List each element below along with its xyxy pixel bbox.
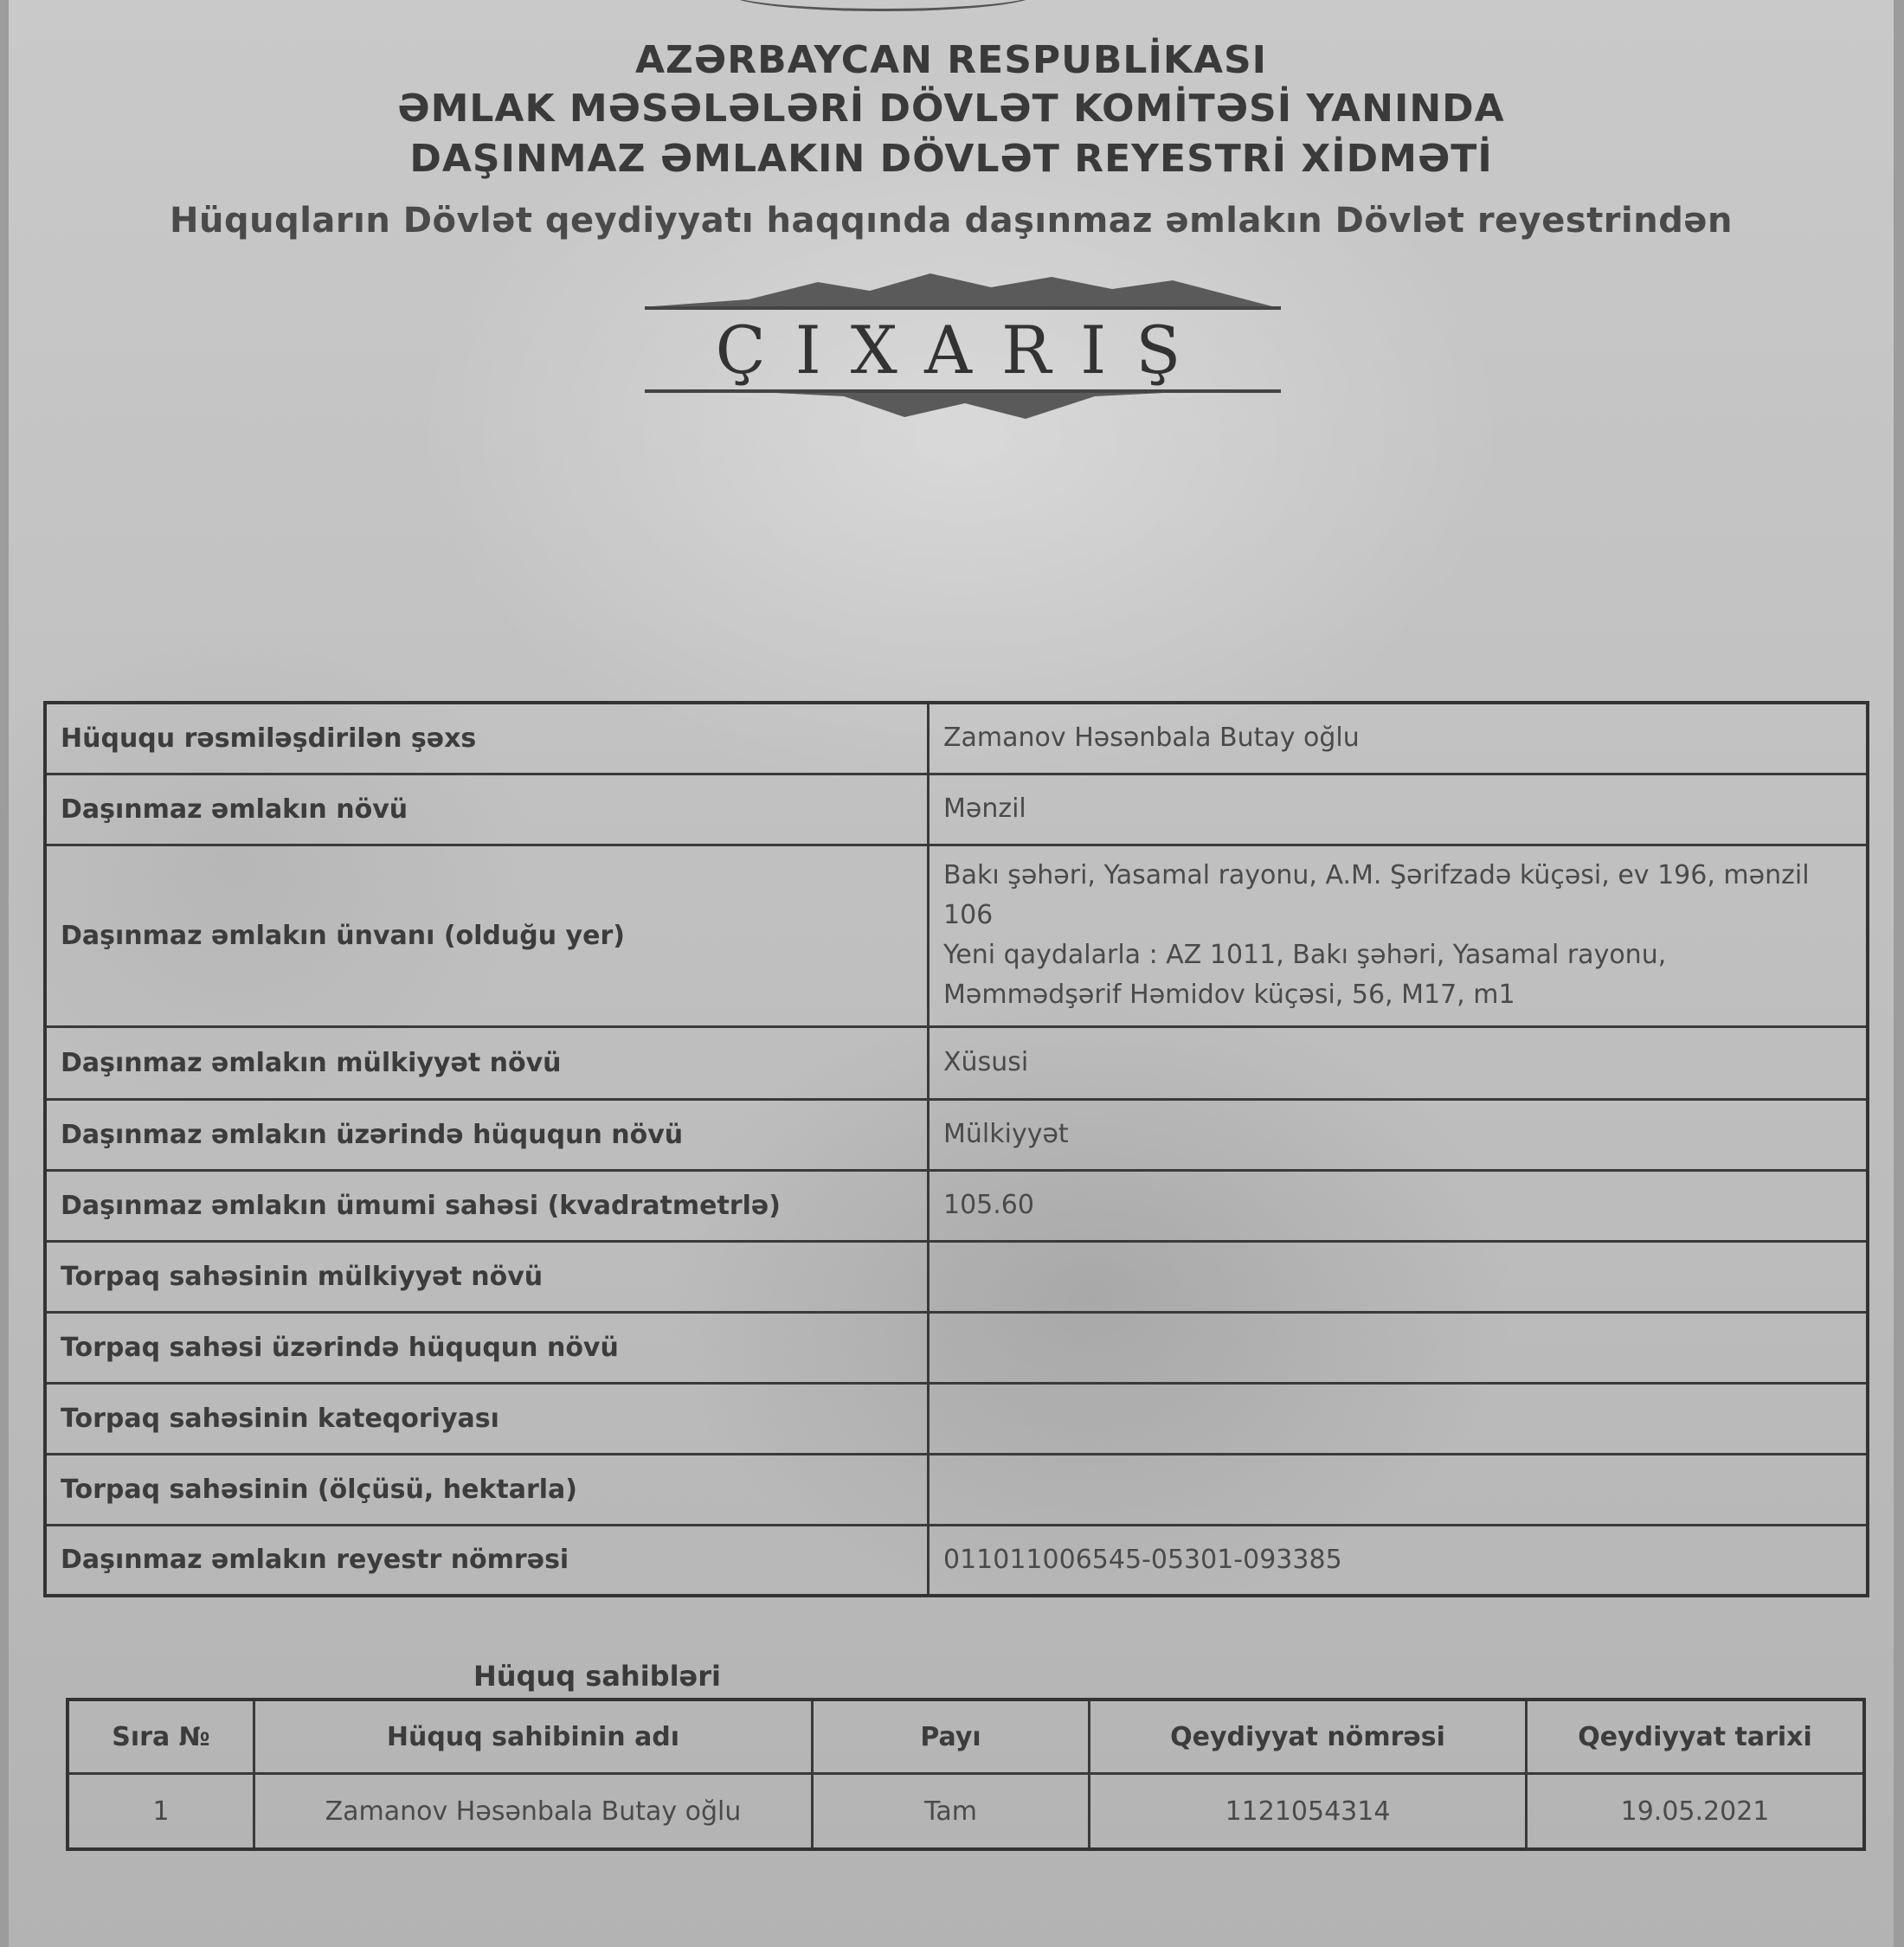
property-details-table <box>43 701 1869 1597</box>
table-row <box>45 845 1868 1026</box>
field-label: Torpaq sahəsinin kateqoriyası <box>45 1383 929 1454</box>
owner-share: Tam <box>813 1774 1090 1850</box>
field-label: Torpaq sahəsinin mülkiyyət növü <box>45 1241 929 1312</box>
table-row <box>45 1099 1868 1170</box>
owners-table <box>66 1698 1866 1851</box>
field-label: Torpaq sahəsinin (ölçüsü, hektarla) <box>45 1454 929 1525</box>
field-value: Zamanov Həsənbala Butay oğlu <box>929 703 1869 774</box>
field-label: Daşınmaz əmlakın ünvanı (olduğu yer) <box>45 845 929 1026</box>
owners-header-row <box>68 1700 1864 1774</box>
document-sheet <box>9 0 1894 1947</box>
field-label: Torpaq sahəsi üzərində hüququn növü <box>45 1312 929 1383</box>
field-value: Bakı şəhəri, Yasamal rayonu, A.M. Şərifzadə küçəsi, ev 196, mənzil 106 Yeni qaydalarla : AZ 1011, Bakı şəhəri, Yasamal rayonu, Məmmədşərif Həmidov küçəsi, 56, M17, m1 <box>929 845 1869 1026</box>
field-value <box>929 1383 1869 1454</box>
field-value <box>929 1454 1869 1525</box>
field-value: 105.60 <box>929 1170 1869 1241</box>
header-line-3: DAŞINMAZ ƏMLAKIN DÖVLƏT REYESTRİ XİDMƏTİ <box>409 137 1493 181</box>
header-line-2: ƏMLAK MƏSƏLƏLƏRİ DÖVLƏT KOMİTƏSİ YANINDA <box>397 87 1505 131</box>
owners-title: Hüquq sahibləri <box>473 1660 721 1693</box>
owner-order: 1 <box>68 1774 254 1850</box>
field-label: Daşınmaz əmlakın üzərində hüququn növü <box>45 1099 929 1170</box>
field-label: Daşınmaz əmlakın ümumi sahəsi (kvadratmetrlə) <box>45 1170 929 1241</box>
field-value: Mülkiyyət <box>929 1099 1869 1170</box>
document-subtitle: Hüquqların Dövlət qeydiyyatı haqqında daşınmaz əmlakın Dövlət reyestrindən <box>170 201 1733 241</box>
field-value <box>929 1241 1869 1312</box>
table-row <box>45 1525 1868 1596</box>
field-value: Xüsusi <box>929 1026 1869 1099</box>
field-label: Daşınmaz əmlakın növü <box>45 774 929 845</box>
field-label: Daşınmaz əmlakın mülkiyyət növü <box>45 1026 929 1099</box>
field-value: Mənzil <box>929 774 1869 845</box>
column-header-share: Payı <box>813 1700 1090 1774</box>
field-label: Daşınmaz əmlakın reyestr nömrəsi <box>45 1525 929 1596</box>
table-row <box>45 703 1868 774</box>
emblem-seal <box>727 0 1039 11</box>
table-row <box>45 1312 1868 1383</box>
table-row <box>45 774 1868 845</box>
column-header-owner-name: Hüquq sahibinin adı <box>254 1700 813 1774</box>
field-value: 011011006545-05301-093385 <box>929 1525 1869 1596</box>
column-header-order: Sıra № <box>68 1700 254 1774</box>
owner-name: Zamanov Həsənbala Butay oğlu <box>254 1774 813 1850</box>
table-row <box>45 1026 1868 1099</box>
column-header-registration-date: Qeydiyyat tarixi <box>1527 1700 1865 1774</box>
table-row <box>45 1383 1868 1454</box>
table-row <box>45 1170 1868 1241</box>
column-header-registration-number: Qeydiyyat nömrəsi <box>1090 1700 1527 1774</box>
owner-registration-date: 19.05.2021 <box>1527 1774 1865 1850</box>
header-line-1: AZƏRBAYCAN RESPUBLİKASI <box>634 38 1268 82</box>
field-value <box>929 1312 1869 1383</box>
table-row <box>45 1454 1868 1525</box>
document-title: ÇIXARIŞ <box>715 312 1211 389</box>
table-row <box>68 1774 1864 1850</box>
owner-registration-number: 1121054314 <box>1090 1774 1527 1850</box>
table-row <box>45 1241 1868 1312</box>
field-label: Hüququ rəsmiləşdirilən şəxs <box>45 703 929 774</box>
